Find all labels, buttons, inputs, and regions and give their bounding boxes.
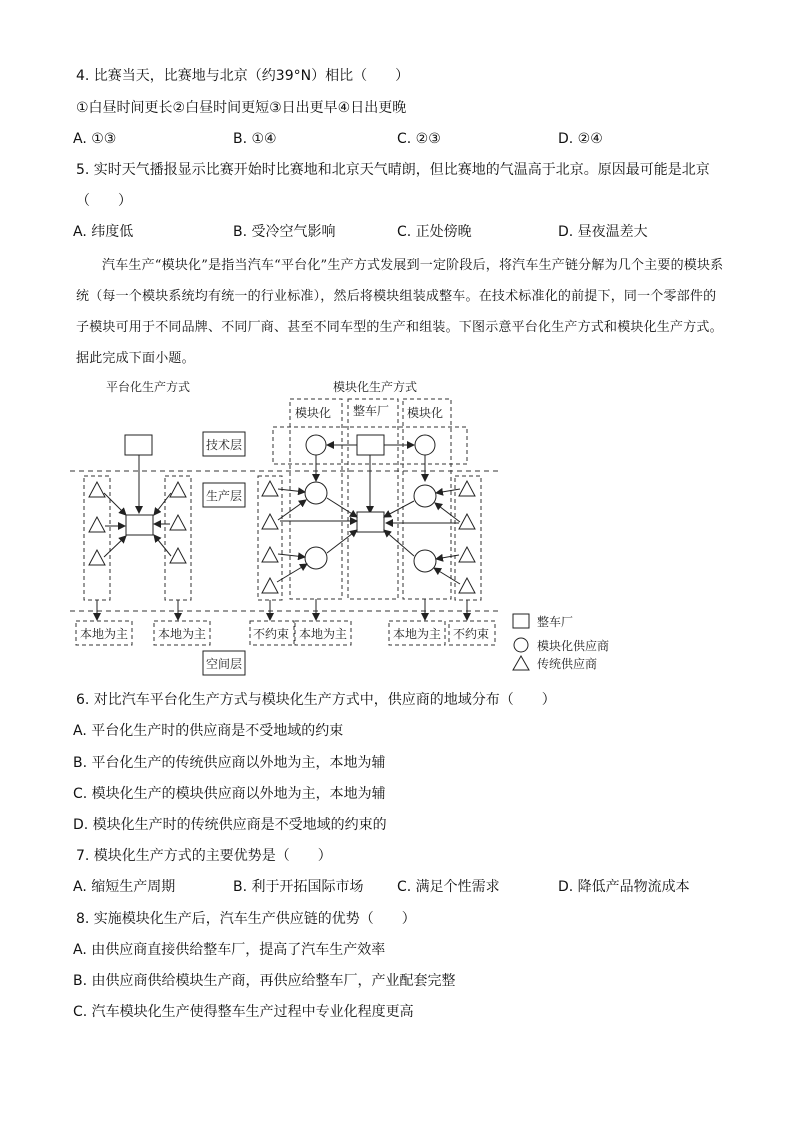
q4-stem: 4. 比赛当天，比赛地与北京（约39°N）相比（ ） — [76, 68, 410, 84]
traditional-to-module-arrow — [435, 503, 460, 522]
reading-passage-text: 汽车生产“模块化”是指当汽车“平台化”生产方式发展到一定阶段后，将汽车生产链分解为几个主要的模块系统（每一个模块系统均有统一的行业标准），然后将模块组装成整车。在技术标准化的前提下，同一个零部件的子模块可用于不同品牌、不同厂商、甚至不同车型的生产和组装。下图示意平台化生产方式和模块化生产方式。据此完成下面小题。 — [76, 258, 724, 366]
traditional-to-module-arrow — [436, 555, 459, 559]
module-supplier-circle — [414, 485, 436, 507]
q5-stem-line2: （ ） — [76, 193, 132, 209]
platform-tech-square — [125, 435, 152, 455]
traditional-supplier-triangle — [89, 517, 105, 532]
traditional-to-module-arrow — [278, 554, 305, 557]
module-supplier-circle — [306, 435, 326, 455]
module-to-assembler-arrow — [384, 530, 414, 556]
traditional-supplier-triangle — [262, 514, 278, 529]
assembler-production-square — [357, 512, 384, 532]
col-label-assembler: 整车厂 — [353, 404, 390, 418]
supply-arrow — [154, 493, 171, 515]
q7-choice-a: A. 缩短生产周期 — [73, 879, 176, 895]
traditional-supplier-triangle — [459, 578, 475, 593]
q5-stem-line1: 5. 实时天气播报显示比赛开始时比赛地和北京天气晴朗，但比赛地的气温高于北京。原因最可能是北京 — [76, 162, 710, 178]
traditional-supplier-triangle — [262, 481, 278, 496]
supply-arrow — [104, 536, 126, 557]
traditional-supplier-triangle — [170, 548, 186, 563]
q8-stem: 8. 实施模块化生产后，汽车生产供应链的优势（ ） — [76, 911, 416, 927]
figure-title-right: 模块化生产方式 — [333, 380, 418, 394]
traditional-supplier-triangle — [262, 547, 278, 562]
q6-choice-d: D. 模块化生产时的传统供应商是不受地域的约束的 — [73, 817, 387, 833]
q8-choice-a: A. 由供应商直接供给整车厂，提高了汽车生产效率 — [73, 942, 386, 958]
space-label: 本地为主 — [299, 627, 348, 641]
supply-arrow — [154, 535, 171, 556]
col-label-module-left: 模块化 — [295, 406, 332, 420]
q4-choice-c: C. ②③ — [397, 131, 441, 147]
col-label-module-right: 模块化 — [407, 406, 444, 420]
reading-passage — [76, 250, 728, 374]
traditional-supplier-triangle — [89, 550, 105, 565]
q4-choice-d: D. ②④ — [558, 131, 603, 147]
q4-choice-a: A. ①③ — [73, 131, 117, 147]
q6-stem: 6. 对比汽车平台化生产方式与模块化生产方式中，供应商的地域分布（ ） — [76, 692, 556, 708]
space-label: 不约束 — [453, 627, 490, 641]
modular-column-center — [348, 399, 398, 599]
space-label: 本地为主 — [393, 627, 442, 641]
module-supplier-circle — [305, 482, 327, 504]
traditional-supplier-triangle — [459, 481, 475, 496]
legend-assembler-label: 整车厂 — [537, 615, 574, 629]
q5-choice-b: B. 受冷空气影响 — [233, 224, 336, 240]
q5-choice-a: A. 纬度低 — [73, 224, 134, 240]
q5-choice-d: D. 昼夜温差大 — [558, 224, 648, 240]
space-label: 本地为主 — [80, 627, 129, 641]
legend-module-supplier-label: 模块化供应商 — [537, 639, 610, 653]
legend-triangle-icon — [513, 656, 529, 670]
traditional-supplier-triangle — [262, 578, 278, 593]
traditional-supplier-triangle — [170, 515, 186, 530]
q4-choice-b: B. ①④ — [233, 131, 277, 147]
module-to-assembler-arrow — [327, 530, 357, 553]
q7-choice-d: D. 降低产品物流成本 — [558, 879, 690, 895]
module-supplier-circle — [415, 435, 435, 455]
traditional-supplier-triangle — [170, 482, 186, 497]
module-to-assembler-arrow — [384, 501, 414, 517]
traditional-to-module-arrow — [434, 568, 460, 584]
assembler-tech-square — [357, 435, 384, 455]
production-layer-label: 生产层 — [206, 489, 243, 503]
module-supplier-circle — [305, 547, 327, 569]
q8-choice-c: C. 汽车模块化生产使得整车生产过程中专业化程度更高 — [73, 1004, 414, 1020]
legend-circle-icon — [514, 638, 528, 652]
traditional-supplier-triangle — [89, 482, 105, 497]
tech-layer-label: 技术层 — [206, 438, 243, 452]
space-label: 本地为主 — [158, 627, 207, 641]
supply-arrow — [104, 493, 126, 515]
legend-square-icon — [513, 614, 529, 628]
q5-choice-c: C. 正处傍晚 — [397, 224, 472, 240]
q6-choice-a: A. 平台化生产时的供应商是不受地域的约束 — [73, 723, 344, 739]
q7-stem: 7. 模块化生产方式的主要优势是（ ） — [76, 848, 332, 864]
space-label: 不约束 — [253, 627, 290, 641]
legend-traditional-supplier-label: 传统供应商 — [537, 657, 598, 671]
q6-choice-b: B. 平台化生产的传统供应商以外地为主，本地为辅 — [73, 755, 386, 771]
traditional-to-module-arrow — [436, 489, 460, 493]
module-supplier-circle — [414, 550, 436, 572]
traditional-supplier-triangle — [459, 514, 475, 529]
q7-choice-c: C. 满足个性需求 — [397, 879, 500, 895]
q4-options-line: ①白昼时间更长②白昼时间更短③日出更早④日出更晚 — [76, 100, 407, 116]
figure-title-left: 平台化生产方式 — [106, 380, 191, 394]
space-layer-label: 空间层 — [206, 657, 243, 671]
platform-assembly-square — [126, 515, 153, 535]
traditional-supplier-triangle — [459, 547, 475, 562]
module-to-assembler-arrow — [327, 498, 357, 517]
production-mode-diagram — [0, 370, 794, 680]
q7-choice-b: B. 利于开拓国际市场 — [233, 879, 364, 895]
q6-choice-c: C. 模块化生产的模块供应商以外地为主，本地为辅 — [73, 786, 386, 802]
q8-choice-b: B. 由供应商供给模块生产商，再供应给整车厂，产业配套完整 — [73, 973, 456, 989]
